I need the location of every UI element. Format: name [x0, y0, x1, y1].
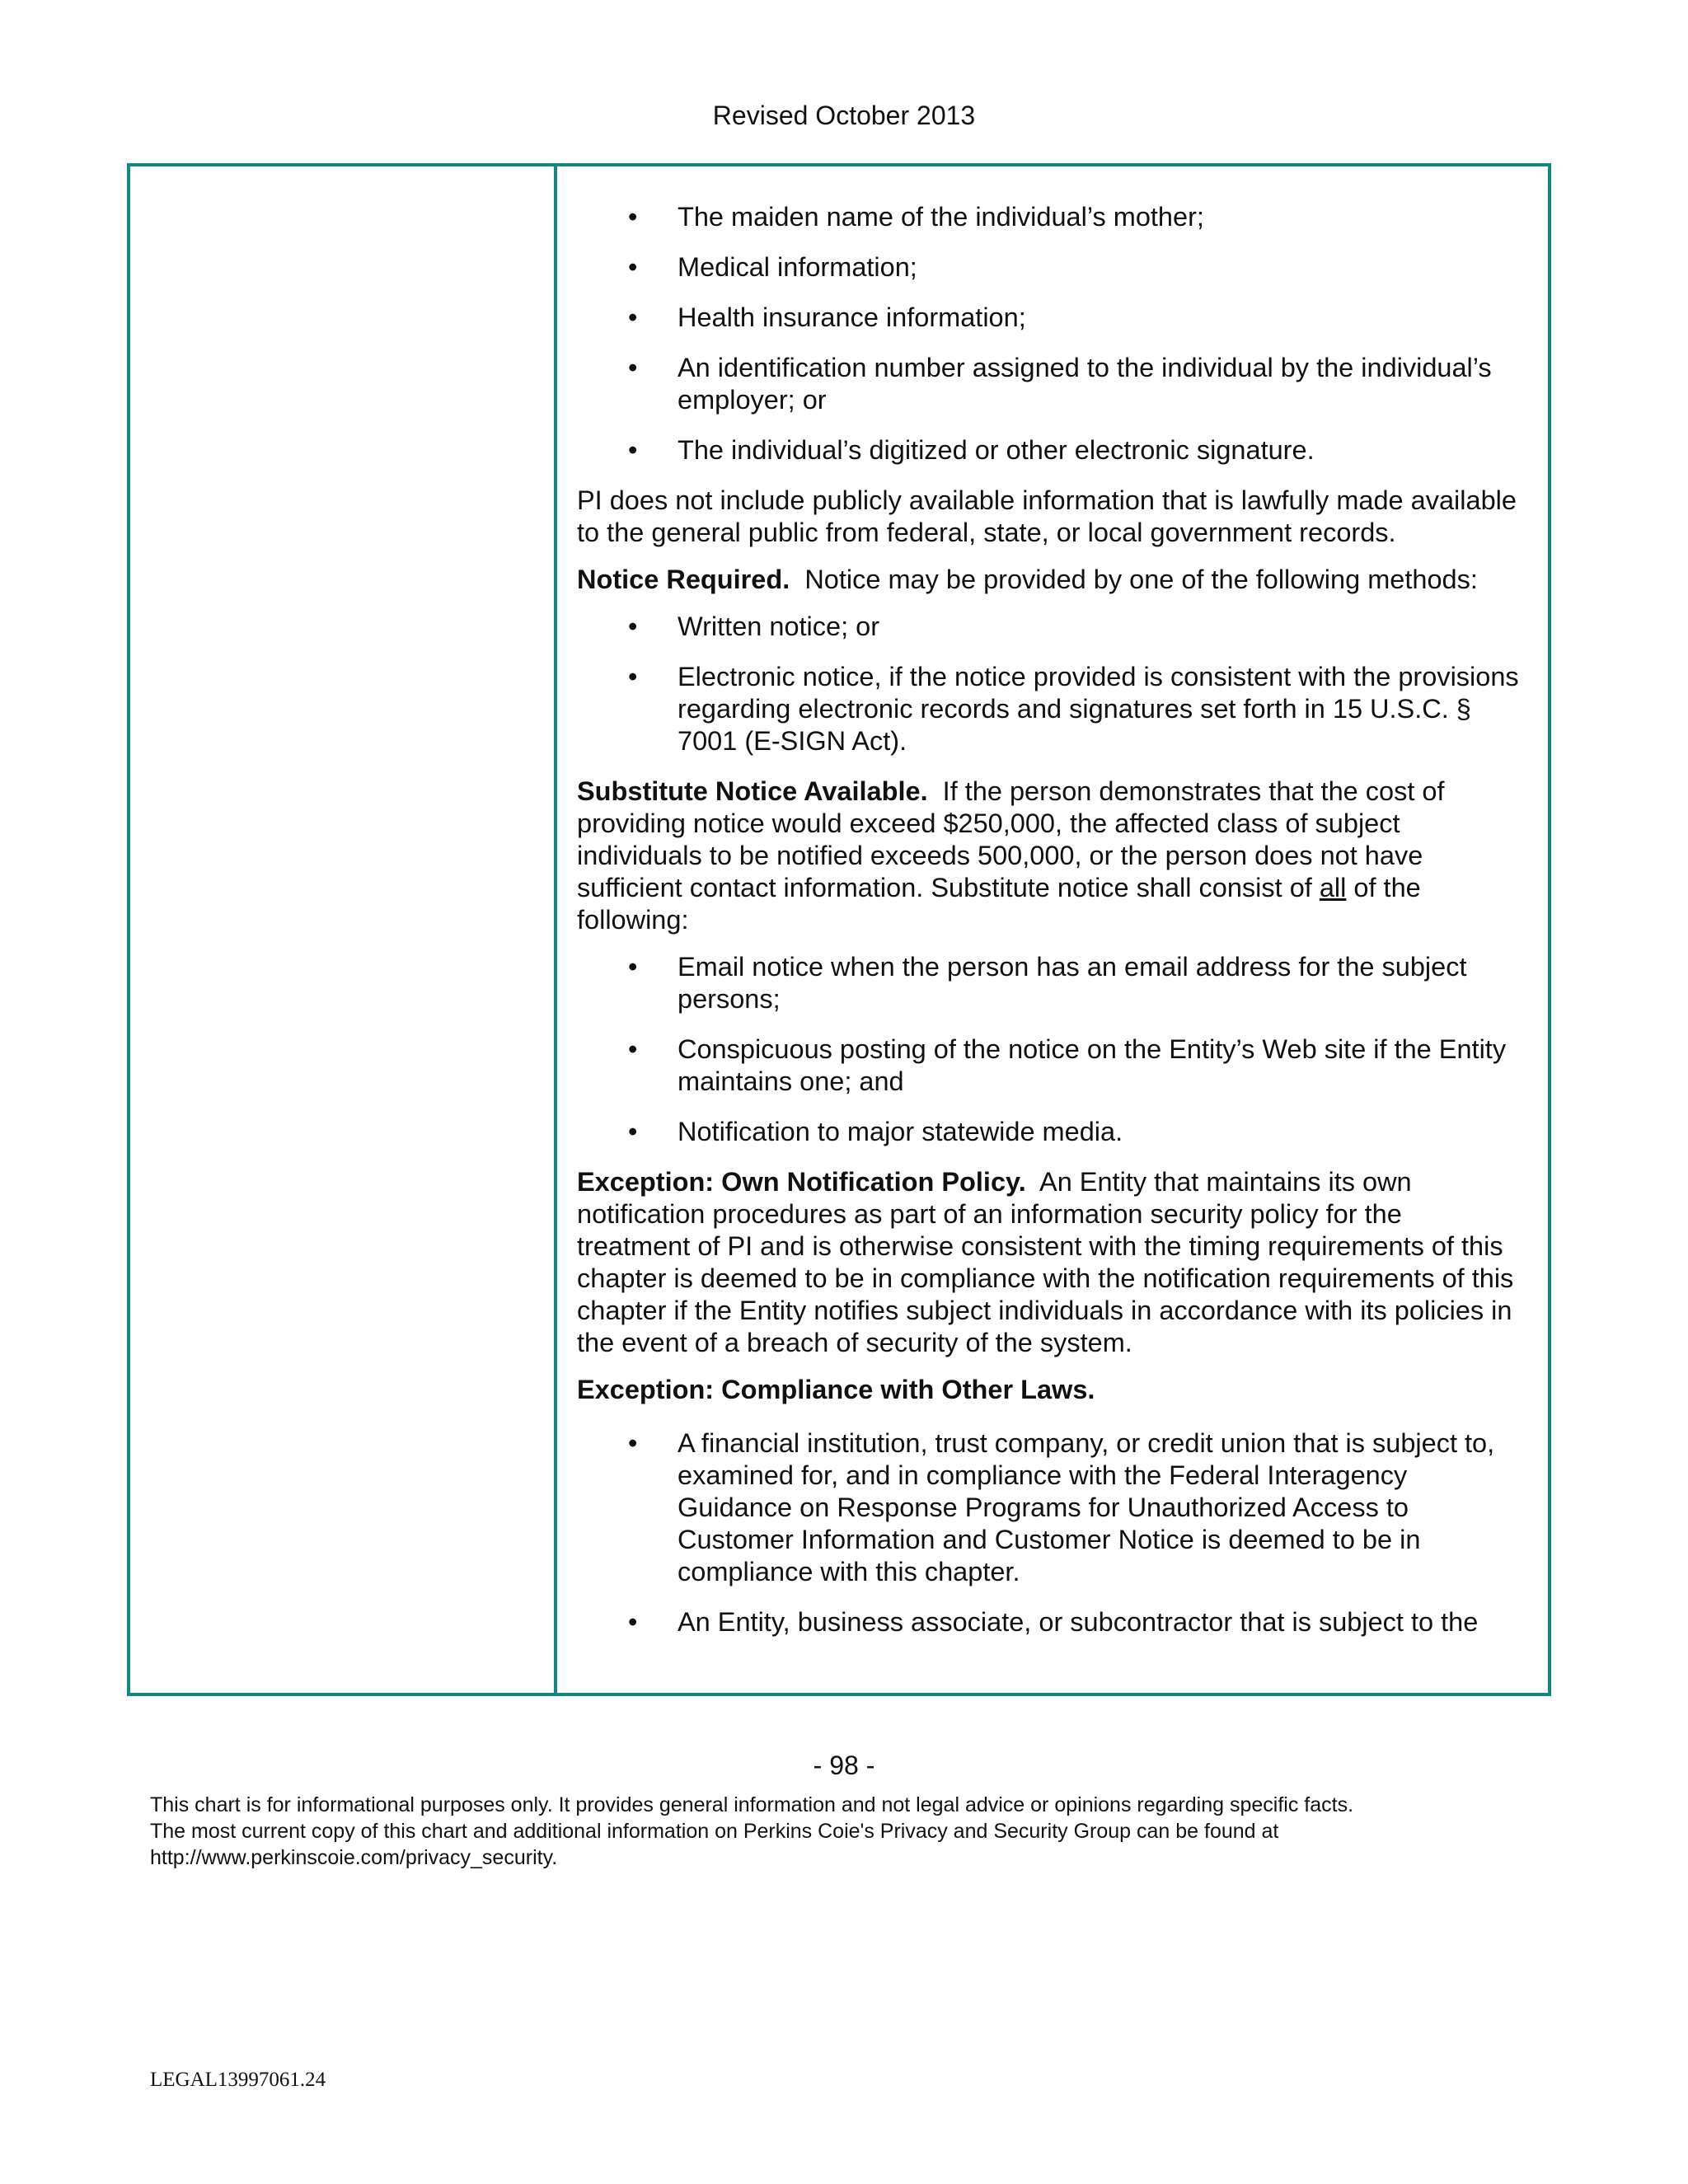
bullet-list: [577, 611, 1520, 757]
bullet-list: [577, 201, 1520, 466]
bullet-icon: •: [628, 1428, 638, 1458]
list-item: • An Entity, business associate, or subcontractor that is subject to the: [577, 1606, 1520, 1638]
other-laws-heading: Exception: Compliance with Other Laws.: [577, 1375, 1095, 1404]
list-item: • Written notice; or: [577, 611, 1520, 643]
details-column-cell: [557, 166, 1548, 1693]
bullet-icon: •: [628, 612, 638, 641]
bullet-list: [577, 951, 1520, 1148]
list-item: • The maiden name of the individual’s mother;: [577, 201, 1520, 233]
privacy-security-link[interactable]: http://www.perkinscoie.com/privacy_security.: [150, 1846, 558, 1869]
list-item: • A financial institution, trust company, or credit union that is subject to, examined for, and in compliance with the Federal Interagency Guidance on Response Programs for Unauthorized Access to Customer Information and Customer Notice is deemed to be in compliance with this chapter.: [577, 1427, 1520, 1588]
state-column-cell: [130, 166, 557, 1693]
list-item: • Electronic notice, if the notice provided is consistent with the provisions regarding electronic records and signatures set forth in 15 U.S.C. § 7001 (E-SIGN Act).: [577, 661, 1520, 757]
bullet-icon: •: [628, 202, 638, 232]
bullet-icon: •: [628, 1034, 638, 1064]
bullet-icon: •: [628, 435, 638, 465]
notice-required-text: Notice may be provided by one of the following methods:: [804, 565, 1478, 594]
footer-disclaimer: This chart is for informational purposes only. It provides general information and not legal advice or opinions regarding specific facts. The most current copy of this chart and additional information on Perkins Coie's Privacy and Security Group can be found at http://www.perkinscoie.com/privacy_security.: [150, 1792, 1634, 1871]
list-item: • Email notice when the person has an email address for the subject persons;: [577, 951, 1520, 1015]
bullet-icon: •: [628, 353, 638, 382]
own-policy-heading: Exception: Own Notification Policy.: [577, 1167, 1026, 1197]
list-item: • Notification to major statewide media.: [577, 1116, 1520, 1148]
chart-table: [127, 163, 1551, 1696]
own-policy-paragraph: Exception: Own Notification Policy. An Entity that maintains its own notification procedures as part of an information security policy for the treatment of PI and is otherwise consistent with the timing requirements of this chapter is deemed to be in compliance with the notification requirements of this chapter if the Entity notifies subject individuals in accordance with its policies in the event of a breach of security of the system.: [577, 1167, 1514, 1357]
notice-required-heading: Notice Required.: [577, 565, 790, 594]
underlined-word: all: [1319, 873, 1347, 902]
bullet-icon: •: [628, 952, 638, 982]
pi-exclusion-paragraph: PI does not include publicly available information that is lawfully made available to the general public from federal, state, or local government records.: [577, 485, 1517, 547]
other-laws-paragraph: [577, 1374, 1520, 1406]
page-header: Revised October 2013: [712, 101, 976, 130]
substitute-notice-paragraph: Substitute Notice Available. If the person demonstrates that the cost of providing notice would exceed $250,000, the affected class of subject individuals to be notified exceeds 500,000, or the person does not have sufficient contact information. Substitute notice shall consist of all of the following:: [577, 776, 1445, 935]
notice-required-paragraph: [577, 564, 1520, 596]
bullet-icon: •: [628, 1117, 638, 1146]
substitute-notice-heading: Substitute Notice Available.: [577, 776, 928, 806]
bullet-icon: •: [628, 1607, 638, 1637]
bullet-icon: •: [628, 252, 638, 282]
document-id: LEGAL13997061.24: [150, 2069, 326, 2091]
list-item: • Conspicuous posting of the notice on the Entity’s Web site if the Entity maintains one; and: [577, 1033, 1520, 1098]
list-item: • An identification number assigned to the individual by the individual’s employer; or: [577, 352, 1520, 416]
list-item: • The individual’s digitized or other electronic signature.: [577, 434, 1520, 466]
bullet-list: [577, 1427, 1520, 1638]
page-number: - 98 -: [813, 1750, 875, 1780]
list-item: • Health insurance information;: [577, 302, 1520, 334]
bullet-icon: •: [628, 302, 638, 332]
list-item: • Medical information;: [577, 251, 1520, 284]
bullet-icon: •: [628, 662, 638, 691]
